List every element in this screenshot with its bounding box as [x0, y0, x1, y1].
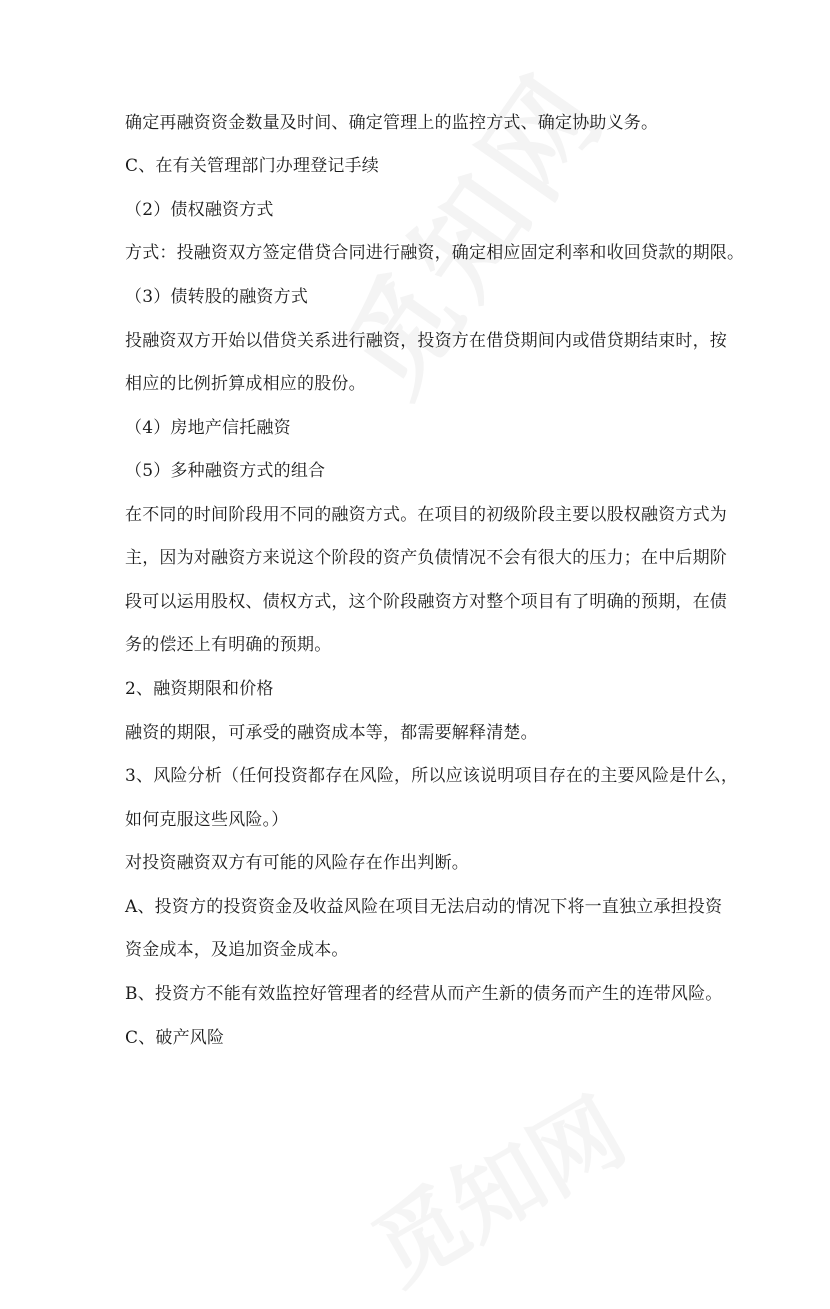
section-heading: （4）房地产信托融资 [125, 418, 291, 438]
paragraph-line: 相应的比例折算成相应的股份。 [125, 374, 366, 394]
watermark [300, 35, 636, 421]
section-heading: （3）债转股的融资方式 [125, 287, 309, 307]
paragraph-line: B、投资方不能有效监控好管理者的经营从而产生新的债务而产生的连带风险。 [125, 984, 723, 1004]
paragraph-line: 对投资融资双方有可能的风险存在作出判断。 [125, 853, 469, 873]
paragraph-line: 主，因为对融资方来说这个阶段的资产负债情况不会有很大的压力；在中后期阶 [125, 548, 727, 568]
section-heading: 2、融资期限和价格 [125, 679, 274, 699]
paragraph-line: 在不同的时间阶段用不同的融资方式。在项目的初级阶段主要以股权融资方式为 [125, 505, 727, 525]
paragraph-line: 段可以运用股权、债权方式，这个阶段融资方对整个项目有了明确的预期，在债 [125, 592, 727, 612]
paragraph-line: 如何克服这些风险。） [125, 810, 289, 830]
section-heading: （5）多种融资方式的组合 [125, 461, 326, 481]
paragraph-line: 确定再融资资金数量及时间、确定管理上的监控方式、确定协助义务。 [125, 113, 659, 133]
paragraph-line: C、在有关管理部门办理登记手续 [125, 156, 380, 176]
paragraph-line: 融资的期限，可承受的融资成本等，都需要解释清楚。 [125, 723, 538, 743]
section-heading: 3、风险分析（任何投资都存在风险，所以应该说明项目存在的主要风险是什么， [125, 766, 739, 786]
paragraph-line: 务的偿还上有明确的预期。 [125, 635, 332, 655]
paragraph-line: 方式：投融资双方签定借贷合同进行融资，确定相应固定利率和收回贷款的期限。 [125, 243, 745, 263]
paragraph-line: A、投资方的投资资金及收益风险在项目无法启动的情况下将一直独立承担投资 [125, 897, 723, 917]
paragraph-line: C、破产风险 [125, 1028, 225, 1048]
paragraph-line: 资金成本，及追加资金成本。 [125, 940, 349, 960]
watermark-bottom [346, 1061, 645, 1309]
paragraph-line: 投融资双方开始以借贷关系进行融资，投资方在借贷期间内或借贷期结束时，按 [125, 331, 727, 351]
section-heading: （2）债权融资方式 [125, 200, 274, 220]
